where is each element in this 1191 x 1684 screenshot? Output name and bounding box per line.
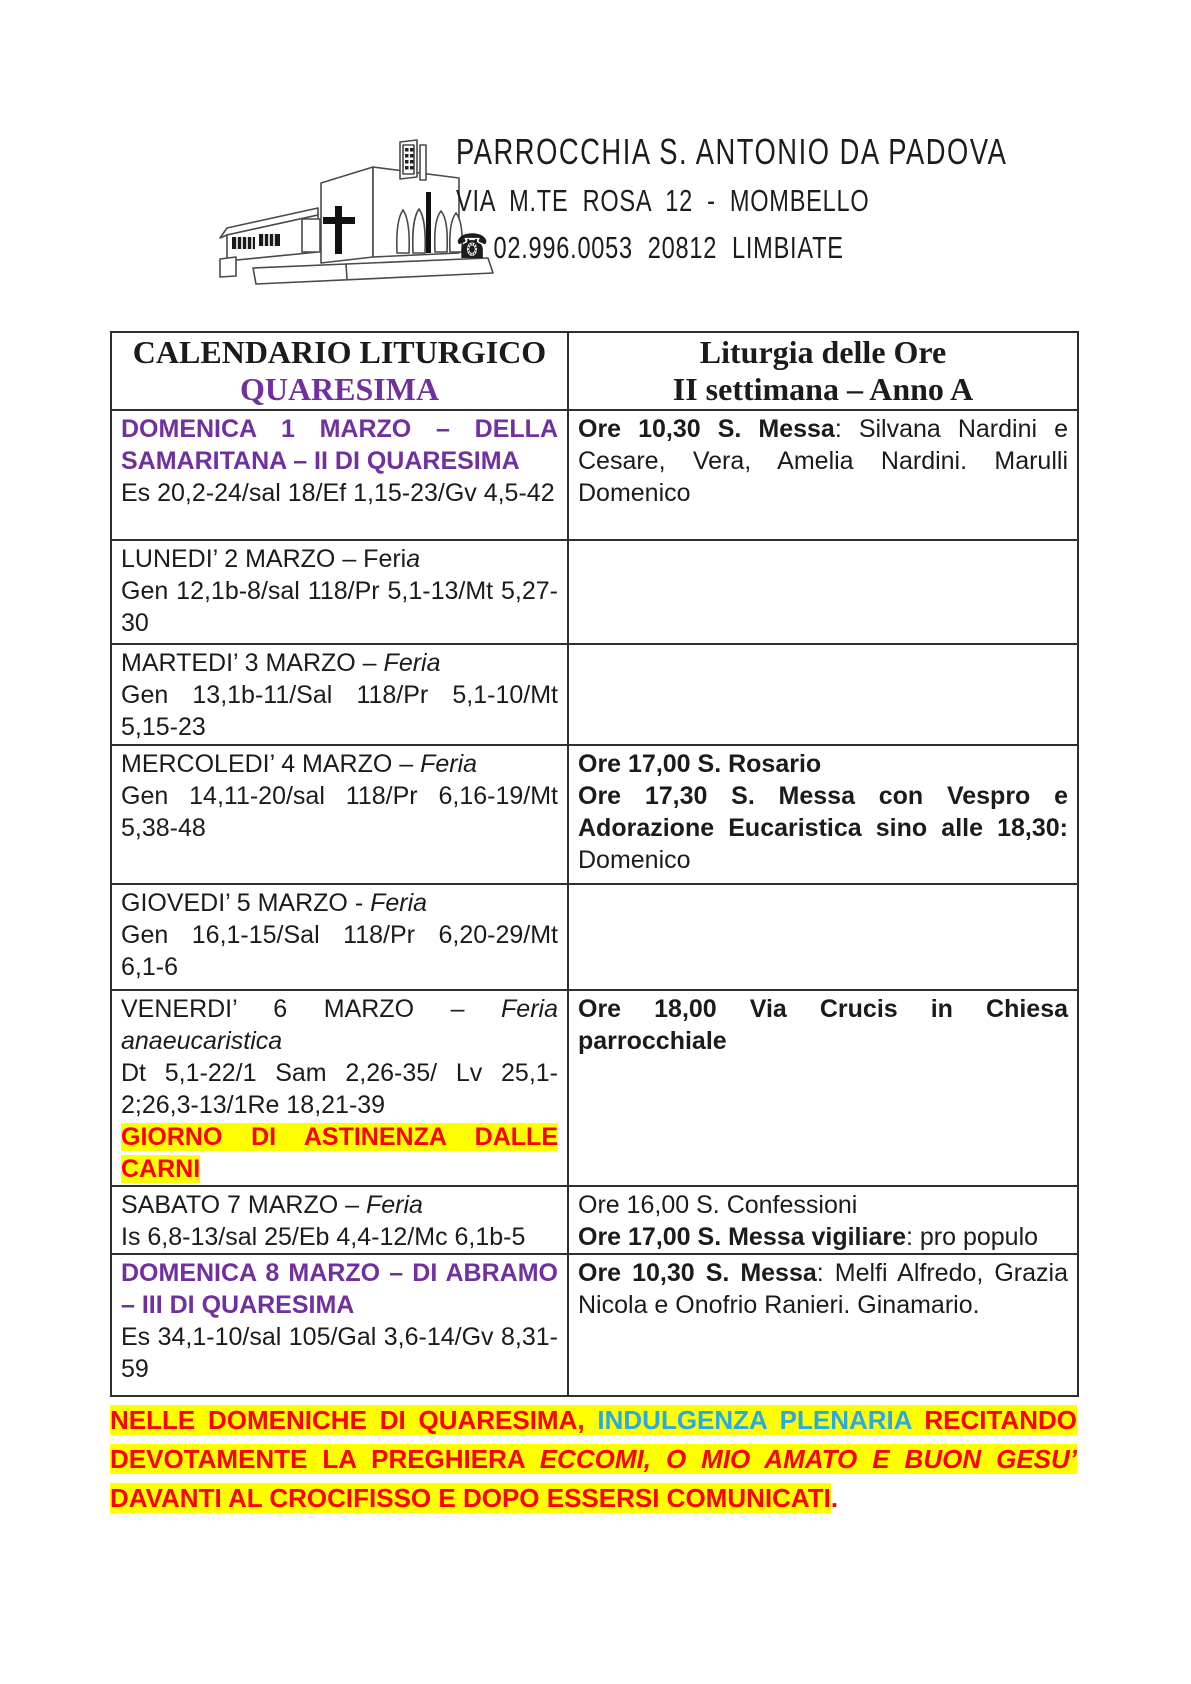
ore-cell (568, 745, 1078, 884)
liturgical-calendar-table (110, 331, 1079, 1397)
table-row (111, 1254, 1078, 1396)
mass-time: Ore 10,30 S. Messa (578, 415, 835, 443)
indulgence-note (110, 1401, 1077, 1518)
note-final-period: . (830, 1483, 839, 1513)
day-readings: Gen 16,1-15/Sal 118/Pr 6,20-29/Mt 6,1-6 (121, 921, 558, 981)
mass-time: Ore 16,00 S. Confessioni (578, 1191, 858, 1219)
ore-cell (568, 884, 1078, 990)
note-segment: NELLE DOMENICHE DI QUARESIMA, (110, 1405, 598, 1435)
mass-time: Ore 17,30 S. Messa con Vespro e Adorazione Eucaristica sino alle 18,30: Domenico (578, 782, 1068, 874)
day-readings: Es 20,2-24/sal 18/Ef 1,15-23/Gv 4,5-42 (121, 479, 555, 507)
column-header-calendario (111, 332, 568, 410)
day-title: GIOVEDI’ 5 MARZO - Feria (121, 889, 428, 917)
table-row (111, 410, 1078, 540)
ore-cell (568, 410, 1078, 540)
day-title: DOMENICA 8 MARZO – DI ABRAMO – III DI QUARESIMA (121, 1259, 558, 1319)
note-segment: RECITANDO DEVOTAMENTE LA PREGHIERA (110, 1405, 1077, 1474)
note-segment-indulgenza: INDULGENZA PLENARIA (597, 1405, 912, 1435)
parish-address: VIA M.TE ROSA 12 - MOMBELLO (456, 183, 870, 218)
day-readings: Gen 13,1b-11/Sal 118/Pr 5,1-10/Mt 5,15-23 (121, 681, 558, 741)
table-row (111, 644, 1078, 745)
ore-cell (568, 1254, 1078, 1396)
table-header-row (111, 332, 1078, 410)
table-row (111, 745, 1078, 884)
table-row (111, 540, 1078, 644)
day-readings: Es 34,1-10/sal 105/Gal 3,6-14/Gv 8,31-59 (121, 1323, 558, 1383)
calendario-title: CALENDARIO LITURGICO (132, 334, 547, 370)
ore-cell (568, 644, 1078, 745)
day-cell (111, 884, 568, 990)
calendario-subtitle: QUARESIMA (239, 371, 440, 407)
mass-time: Ore 17,00 S. Rosario (578, 750, 822, 778)
phone-icon: ☎ (456, 228, 489, 266)
parish-phone-line (456, 227, 1007, 267)
table-row (111, 884, 1078, 990)
letterhead (456, 131, 1182, 267)
day-cell (111, 990, 568, 1186)
day-cell (111, 540, 568, 644)
mass-time: Ore 17,00 S. Messa vigiliare: pro populo (578, 1223, 1039, 1251)
day-cell (111, 644, 568, 745)
parish-name: PARROCCHIA S. ANTONIO DA PADOVA (456, 131, 1008, 172)
table-row (111, 1186, 1078, 1254)
day-title: LUNEDI’ 2 MARZO – Feria (121, 545, 421, 573)
day-cell (111, 410, 568, 540)
phone-number: 02.996.0053 20812 LIMBIATE (493, 230, 844, 265)
liturgia-title: Liturgia delle Ore (699, 334, 947, 370)
day-title: DOMENICA 1 MARZO – DELLA SAMARITANA – II DI QUARESIMA (121, 415, 558, 475)
note-segment-prayer-title: ECCOMI, O MIO AMATO E BUON GESU’ (539, 1444, 1078, 1474)
day-readings: Gen 14,11-20/sal 118/Pr 6,16-19/Mt 5,38-48 (121, 782, 558, 842)
liturgia-subtitle: II settimana – Anno A (672, 371, 974, 407)
mass-intentions: : Melfi Alfredo, Grazia Nicola e Onofrio Ranieri. Ginamario. (578, 1259, 1068, 1319)
mass-intentions: : Silvana Nardini e Cesare, Vera, Amelia Nardini. Marulli Domenico (578, 415, 1068, 507)
table-row (111, 990, 1078, 1186)
column-header-liturgia (568, 332, 1078, 410)
day-cell (111, 1186, 568, 1254)
abstinence-note: GIORNO DI ASTINENZA DALLE CARNI (121, 1123, 558, 1183)
day-cell (111, 745, 568, 884)
day-title: VENERDI’ 6 MARZO – Feria anaeucaristica (121, 995, 558, 1055)
ore-cell (568, 540, 1078, 644)
day-readings: Dt 5,1-22/1 Sam 2,26-35/ Lv 25,1-2;26,3-13/1Re 18,21-39 (121, 1059, 558, 1119)
ore-cell (568, 990, 1078, 1186)
ore-cell (568, 1186, 1078, 1254)
note-segment: DAVANTI AL CROCIFISSO E DOPO ESSERSI COMUNICATI (110, 1483, 831, 1513)
day-cell (111, 1254, 568, 1396)
day-readings: Is 6,8-13/sal 25/Eb 4,4-12/Mc 6,1b-5 (121, 1223, 526, 1251)
mass-time: Ore 18,00 Via Crucis in Chiesa parrocchiale (578, 995, 1068, 1055)
day-title: MARTEDI’ 3 MARZO – Feria (121, 649, 441, 677)
mass-time: Ore 10,30 S. Messa (578, 1259, 817, 1287)
day-readings: Gen 12,1b-8/sal 118/Pr 5,1-13/Mt 5,27-30 (121, 577, 558, 637)
day-title: MERCOLEDI’ 4 MARZO – Feria (121, 750, 478, 778)
day-title: SABATO 7 MARZO – Feria (121, 1191, 423, 1219)
